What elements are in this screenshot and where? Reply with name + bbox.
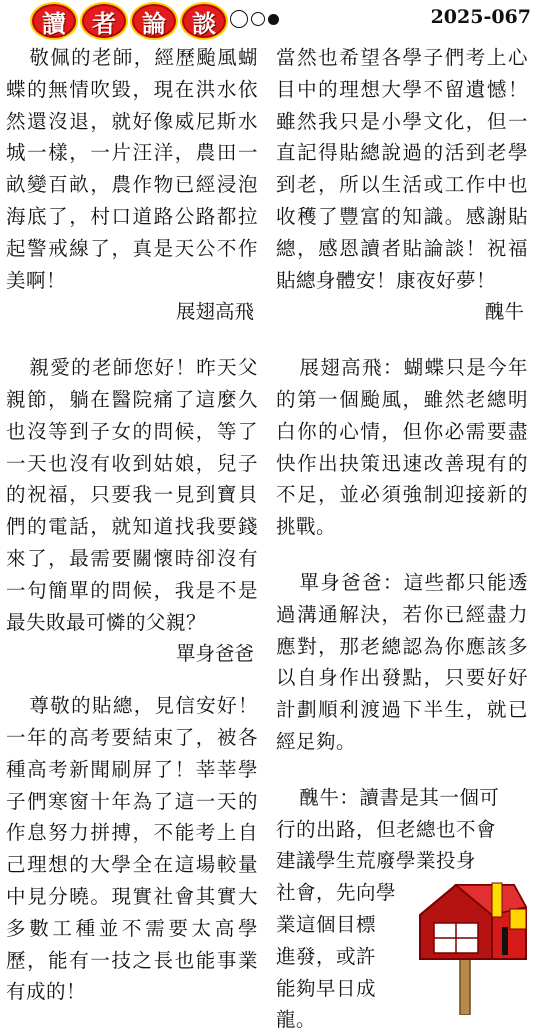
dot-icon [268, 14, 279, 25]
letter-body: 尊敬的貼總，見信安好！一年的高考要結束了，被各種高考新聞刷屏了！莘莘學子們寒窗十年為了這一天的作息努力拼搏，不能考上自己理想的大學全在這場較量中見分曉。現實社會其實大多數工種並不需要太高學歷，能有一技之長也能事業有成的！ [6, 694, 258, 1004]
reply-line: 業這個目標 [276, 912, 377, 936]
reply-line: 進發，或許 [276, 944, 377, 968]
header [0, 0, 537, 40]
letter-body: 親愛的老師您好！昨天父親節，躺在醫院痛了這麼久也沒等到子女的問候，等了一天也沒有收到姑娘，兒子的祝福，只要我一見到寶貝們的電話，就知道找我要錢來了，最需要關懷時卻沒有一句簡單的問候，我是不是最失敗最可憐的父親？ [6, 356, 258, 634]
spacer [6, 328, 258, 352]
reply-line: 醜牛：讀書是其一個可 [299, 785, 500, 809]
circle-icon [251, 12, 265, 26]
title-char-1: 讀 [30, 2, 78, 40]
letter-body: 敬佩的老師，經歷颱風蝴蝶的無情吹毀，現在洪水依然還沒退，就好像威尼斯水城一樣，一片汪洋，農田一畝變百畝，農作物已經浸泡海底了，村口道路公路都拉起警戒線了，真是天公不作美啊！ [6, 46, 258, 292]
reply-body: 展翅高飛：蝴蝶只是今年的第一個颱風，雖然老總明白你的心情，但你必需要盡快作出抉策迅速改善現有的不足，並必須強制迎接新的挑戰。 [276, 356, 528, 539]
letter-signature: 醜牛 [484, 300, 524, 324]
decorative-dots [230, 10, 279, 28]
spacer [276, 758, 528, 782]
reply-line: 能夠早日成 [276, 976, 377, 1000]
title-char-3: 論 [130, 2, 178, 40]
letter-signature: 單身爸爸 [175, 642, 254, 666]
reply-line: 龍。 [276, 1008, 317, 1032]
reply-body: 單身爸爸：這些都只能透過溝通解決，若你已經盡力應對，那老總認為你應該多以自身作出發點，只要好好計劃順利渡過下半生，就已經足夠。 [276, 570, 528, 753]
circle-icon [230, 10, 248, 28]
reply-line: 社會，先向學 [276, 881, 397, 905]
reply-line: 建議學生荒廢學業投身 [276, 849, 477, 873]
spacer [276, 328, 528, 352]
letter-body-continued: 當然也希望各學子們考上心目中的理想大學不留遺憾！雖然我只是小學文化，但一直記得貼總說過的活到老學到老，所以生活或工作中也收穫了豐富的知識。感謝貼總，感恩讀者貼論談！祝福貼總身體安！康夜好夢！ [276, 46, 528, 292]
reply-line: 行的出路，但老總也不會 [276, 817, 497, 841]
title-char-4: 談 [180, 2, 228, 40]
spacer [6, 670, 258, 690]
letter-signature: 展翅高飛 [175, 300, 254, 324]
issue-number: 2025-067 [430, 6, 531, 28]
column-title [30, 2, 228, 40]
spacer [276, 543, 528, 567]
title-char-2: 者 [80, 2, 128, 40]
left-column [6, 42, 258, 1008]
mailbox-icon [398, 875, 532, 1015]
